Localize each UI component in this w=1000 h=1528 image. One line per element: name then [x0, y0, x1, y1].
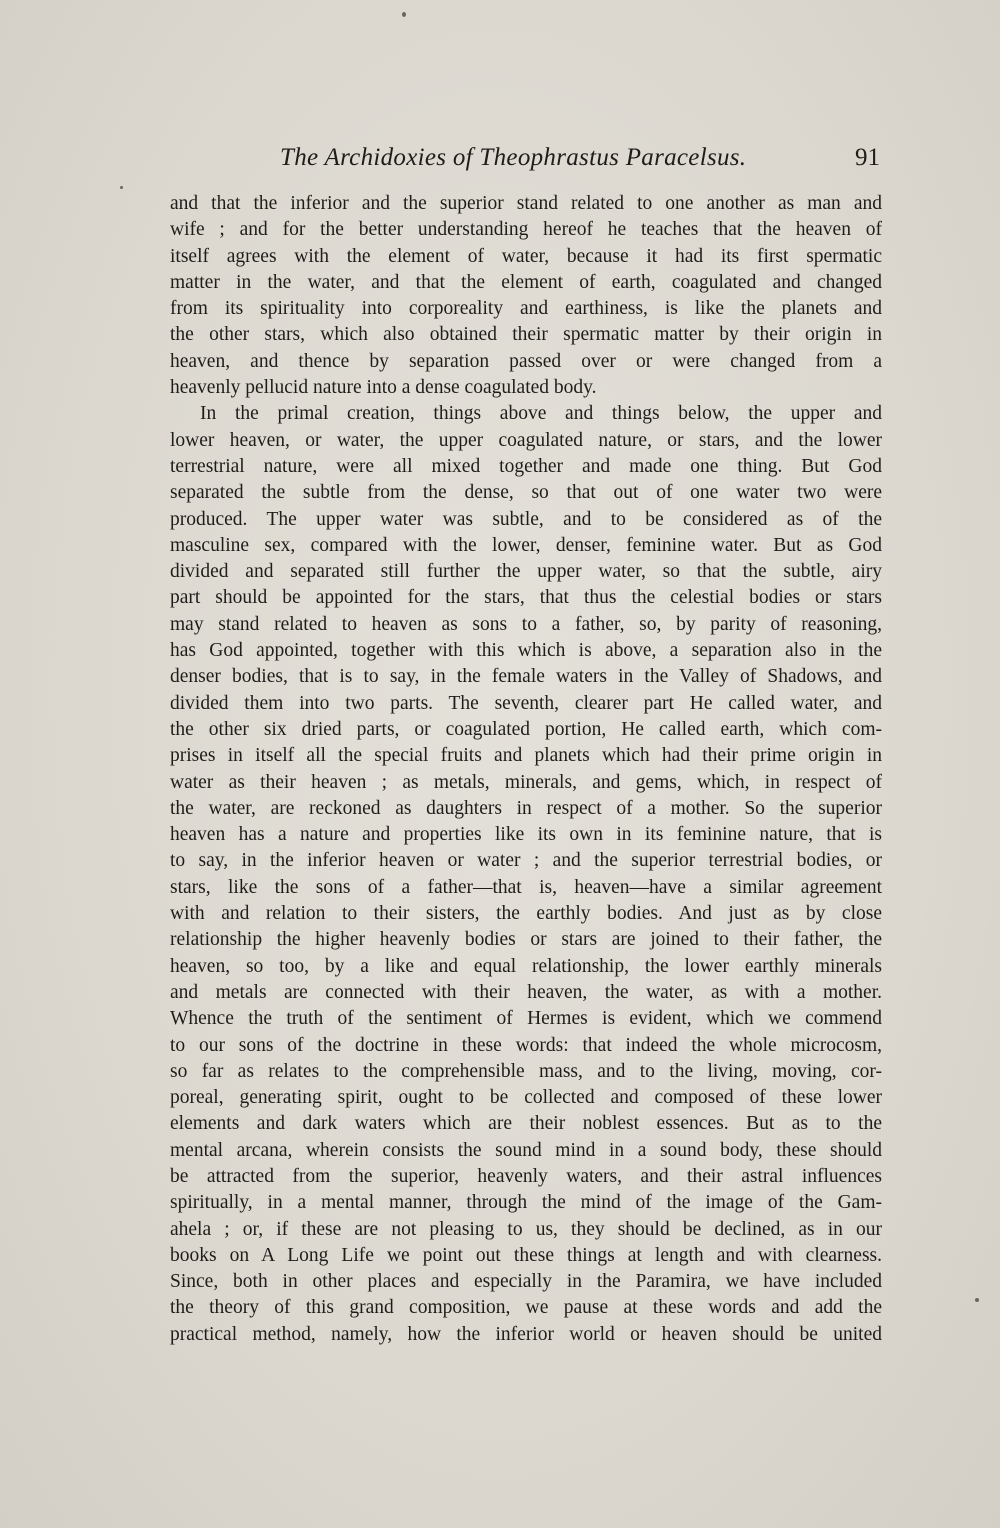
text-line: separated the subtle from the dense, so that out of one water two were — [170, 482, 882, 504]
text-line: spiritually, in a mental manner, through the mind of the image of the Gam- — [170, 1192, 882, 1214]
text-line: with and relation to their sisters, the earthly bodies. And just as by close — [170, 903, 882, 925]
print-speck — [120, 186, 123, 189]
text-line: relationship the higher heavenly bodies or stars are joined to their father, the — [170, 929, 882, 951]
text-line: poreal, generating spirit, ought to be collected and composed of these lower — [170, 1087, 882, 1109]
text-line: produced. The upper water was subtle, and to be considered as of the — [170, 508, 882, 530]
paragraph — [170, 191, 882, 401]
text-line: elements and dark waters which are their noblest essences. But as to the — [170, 1113, 882, 1135]
text-line: the other stars, which also obtained their spermatic matter by their origin in — [170, 324, 882, 346]
print-speck — [402, 12, 406, 17]
text-line: denser bodies, that is to say, in the female waters in the Valley of Shadows, and — [170, 666, 882, 688]
text-line: prises in itself all the special fruits and planets which had their prime origin in — [170, 745, 882, 767]
text-line: from its spirituality into corporeality and earthiness, is like the planets and — [170, 298, 882, 320]
text-line: may stand related to heaven as sons to a father, so, by parity of reasoning, — [170, 613, 882, 635]
text-line: the other six dried parts, or coagulated portion, He called earth, which com- — [170, 718, 882, 740]
running-title: The Archidoxies of Theophrastus Paracelsus. — [280, 144, 747, 171]
text-line: wife ; and for the better understanding hereof he teaches that the heaven of — [170, 219, 882, 241]
text-line: heaven, so too, by a like and equal relationship, the lower earthly minerals — [170, 955, 882, 977]
text-line: masculine sex, compared with the lower, denser, feminine water. But as God — [170, 534, 882, 556]
text-line: books on A Long Life we point out these things at length and with clearness. — [170, 1244, 882, 1266]
text-line: so far as relates to the comprehensible mass, and to the living, moving, cor- — [170, 1060, 882, 1082]
text-line: practical method, namely, how the inferior world or heaven should be united — [170, 1323, 882, 1345]
text-line: and that the inferior and the superior stand related to one another as man and — [170, 193, 882, 214]
print-speck — [975, 1298, 979, 1302]
page-number: 91 — [855, 144, 880, 171]
text-line: heaven, and thence by separation passed over or were changed from a — [170, 350, 882, 372]
text-line: ahela ; or, if these are not pleasing to us, they should be declined, as in our — [170, 1218, 882, 1240]
text-line: to our sons of the doctrine in these words: that indeed the whole microcosm, — [170, 1034, 882, 1056]
text-line: matter in the water, and that the element of earth, coagulated and changed — [170, 271, 882, 293]
text-line: the theory of this grand composition, we pause at these words and add the — [170, 1297, 882, 1319]
text-line: be attracted from the superior, heavenly waters, and their astral influences — [170, 1165, 882, 1187]
text-line: part should be appointed for the stars, that thus the celestial bodies or stars — [170, 587, 882, 609]
text-line: the water, are reckoned as daughters in respect of a mother. So the superior — [170, 797, 882, 819]
text-line: Whence the truth of the sentiment of Hermes is evident, which we commend — [170, 1008, 882, 1030]
text-line: to say, in the inferior heaven or water ; and the superior terrestrial bodies, or — [170, 850, 882, 872]
text-line: stars, like the sons of a father—that is, heaven—have a similar agreement — [170, 876, 882, 898]
text-line: heaven has a nature and properties like its own in its feminine nature, that is — [170, 824, 882, 846]
paragraph — [170, 401, 882, 1348]
text-line: Since, both in other places and especially in the Paramira, we have included — [170, 1271, 882, 1293]
text-line: mental arcana, wherein consists the sound mind in a sound body, these should — [170, 1139, 882, 1161]
text-line: water as their heaven ; as metals, minerals, and gems, which, in respect of — [170, 771, 882, 793]
running-head — [170, 140, 882, 180]
text-line: and metals are connected with their heaven, the water, as with a mother. — [170, 981, 882, 1003]
text-line: divided and separated still further the upper water, so that the subtle, airy — [170, 561, 882, 583]
text-line: divided them into two parts. The seventh, clearer part He called water, and — [170, 692, 882, 714]
text-line: In the primal creation, things above and things below, the upper and — [200, 403, 882, 425]
body-text — [170, 191, 882, 1348]
text-line: has God appointed, together with this which is above, a separation also in the — [170, 640, 882, 662]
text-line: itself agrees with the element of water, because it had its first spermatic — [170, 245, 882, 267]
text-line: lower heaven, or water, the upper coagulated nature, or stars, and the lower — [170, 429, 882, 451]
text-line: heavenly pellucid nature into a dense coagulated body. — [170, 377, 597, 399]
text-line: terrestrial nature, were all mixed together and made one thing. But God — [170, 455, 882, 477]
